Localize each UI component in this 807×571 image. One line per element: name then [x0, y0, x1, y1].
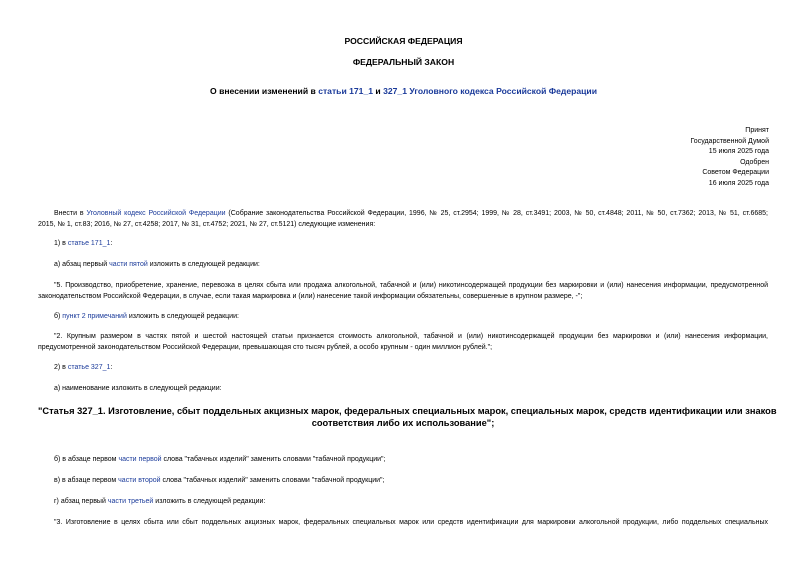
- adoption-block: [690, 126, 769, 190]
- item-2g-suffix: изложить в следующей редакции:: [153, 498, 266, 505]
- item-1a: [38, 260, 768, 271]
- title-link-article-171-1[interactable]: статьи 171_1: [318, 86, 374, 96]
- intro-line-2: 2015, № 1, ст.83; 2016, № 27, ст.4258; 2017, № 31, ст.4752; 2021, № 27, ст.5121) следующие изменения:: [38, 220, 376, 228]
- item-1-suffix: :: [110, 240, 113, 247]
- quote-note-2-line-1: "2. Крупным размером в частях пятой и шестой настоящей статьи признается стоимость алкогольной, табачной и (или) никотинсодержащей продукции без маркировки и (или) нанесения информации,: [54, 333, 768, 340]
- item-2a: а) наименование изложить в следующей редакции:: [54, 385, 222, 392]
- item-2b-suffix: слова "табачных изделий" заменить словами "табачной продукции";: [161, 456, 386, 463]
- item-2-suffix: :: [110, 364, 113, 371]
- item-2v-suffix: слова "табачных изделий" заменить словами "табачной продукции";: [160, 477, 385, 484]
- item-2g-prefix: г) абзац первый: [54, 498, 108, 505]
- adoption-line: Принят: [745, 127, 769, 134]
- title-link-article-327-1[interactable]: 327_1 Уголовного кодекса Российской Федерации: [383, 86, 597, 96]
- quote-part-5: [38, 281, 768, 302]
- item-2v-prefix: в) в абзаце первом: [54, 477, 119, 484]
- adoption-line: Советом Федерации: [702, 169, 769, 177]
- quote-part-5-line-2: законодательством Российской Федерации, в случае, если такая маркировка и (или) нанесение такой информации обязательны, совершенные в крупном размере, -";: [38, 292, 583, 300]
- country-heading: РОССИЙСКАЯ ФЕДЕРАЦИЯ: [344, 36, 463, 46]
- part-five-link[interactable]: части пятой: [109, 261, 148, 268]
- law-title-mid: и: [373, 86, 384, 96]
- item-1b-prefix: б): [54, 313, 63, 320]
- law-title: [0, 86, 807, 96]
- part-one-link[interactable]: части первой: [118, 456, 162, 463]
- item-2v: [38, 476, 768, 487]
- part-three-link[interactable]: части третьей: [107, 498, 154, 505]
- quote-part-3-line-1: "3. Изготовление в целях сбыта или сбыт поддельных акцизных марок, федеральных специальных марок или средств идентификации для маркировки алкогольной продукции, либо поддельных специальных: [54, 519, 768, 526]
- note-2-link[interactable]: пункт 2 примечаний: [62, 313, 127, 320]
- item-2g: [38, 497, 768, 508]
- quote-note-2-line-2: предусмотренной законодательством Российской Федерации, превышающая сто тысяч рублей, а особо крупным - один миллион рублей.";: [38, 343, 493, 351]
- quote-note-2: [38, 332, 768, 353]
- article-title-line-1: "Статья 327_1. Изготовление, сбыт поддельных акцизных марок, федеральных специальных марок, специальных марок, средств идентификации или знаков: [38, 406, 777, 416]
- intro-line-1: [38, 209, 768, 220]
- item-1-prefix: 1) в: [54, 240, 68, 247]
- intro-line1-rest: (Собрание законодательства Российской Федерации, 1996, № 25, ст.2954; 1999, № 28, ст.3491; 2003, № 50, ст.4848; 2011, № 50, ст.7362; 2013, № 51, ст.6685;: [225, 210, 768, 217]
- adoption-line: Государственной Думой: [690, 137, 769, 145]
- adoption-line: 16 июля 2025 года: [708, 179, 769, 187]
- adoption-line: Одобрен: [740, 158, 769, 166]
- intro-paragraph: [38, 209, 768, 230]
- adoption-line: 15 июля 2025 года: [708, 148, 769, 156]
- item-1b: [38, 312, 768, 323]
- intro-prefix: Внести в: [54, 210, 87, 217]
- law-title-prefix: О внесении изменений в: [210, 86, 319, 96]
- item-1a-suffix: изложить в следующей редакции:: [147, 261, 260, 268]
- law-type-heading: ФЕДЕРАЛЬНЫЙ ЗАКОН: [352, 57, 455, 67]
- part-two-link[interactable]: части второй: [118, 477, 161, 484]
- article-171-1-link[interactable]: статье 171_1: [67, 240, 111, 247]
- item-2b-prefix: б) в абзаце первом: [54, 456, 119, 463]
- article-title-line-2: соответствия либо их использование";: [311, 418, 495, 428]
- criminal-code-link[interactable]: Уголовный кодекс Российской Федерации: [86, 210, 226, 217]
- item-2: [38, 363, 768, 374]
- article-title-quote: [38, 405, 777, 429]
- item-2-prefix: 2) в: [54, 364, 68, 371]
- article-327-1-link[interactable]: статье 327_1: [67, 364, 111, 371]
- item-1a-prefix: а) абзац первый: [54, 261, 110, 268]
- item-1: [38, 239, 768, 250]
- quote-part-5-line-1: "5. Производство, приобретение, хранение, перевозка в целях сбыта или продажа алкогольной, табачной и (или) никотинсодержащей продукции без маркировки и (или) нанесения информации, предусмотренной: [54, 282, 768, 289]
- item-2b: [38, 455, 768, 466]
- quote-part-3: [38, 518, 768, 529]
- item-1b-suffix: изложить в следующей редакции:: [126, 313, 239, 320]
